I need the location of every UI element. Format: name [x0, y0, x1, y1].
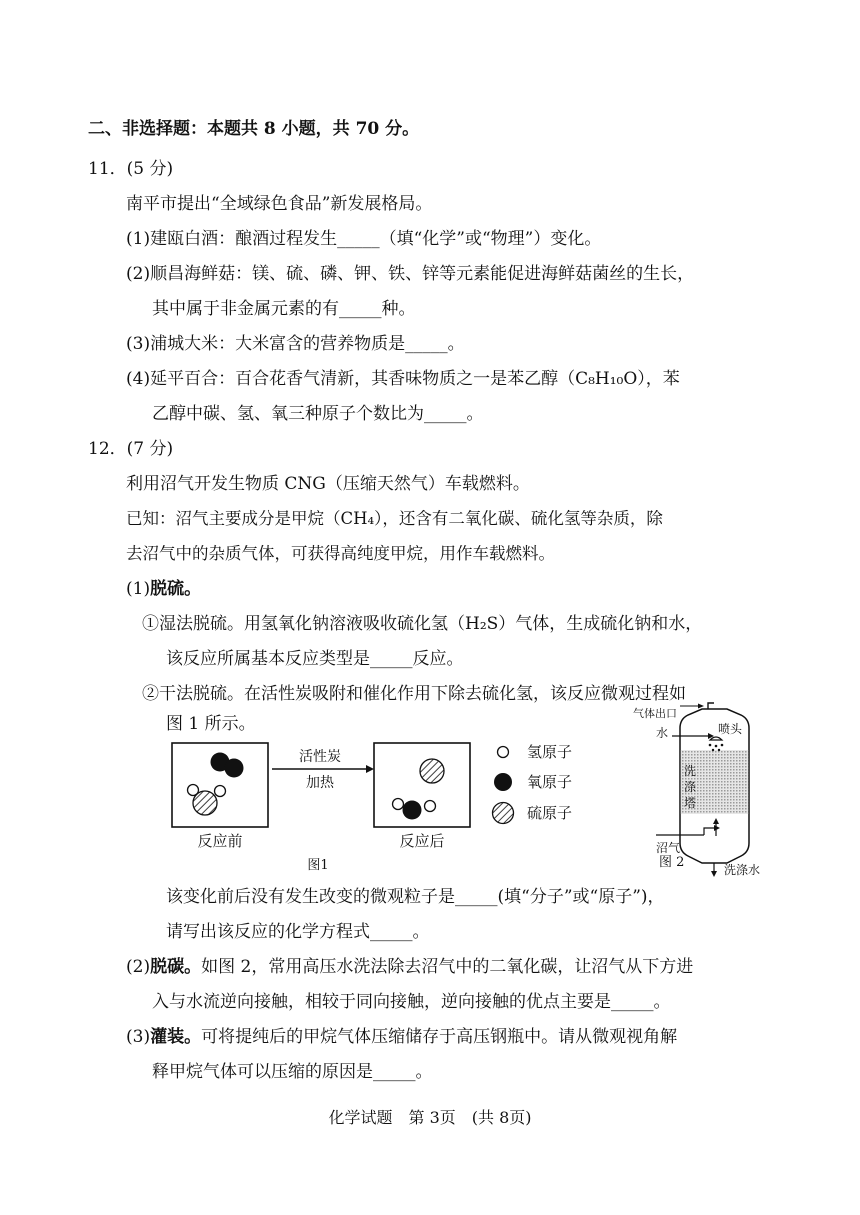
q12-part3-title: 灌装。: [150, 1027, 202, 1047]
q12-known-line2: 去沼气中的杂质气体，可获得高纯度甲烷，用作车载燃料。: [126, 544, 555, 563]
q12-part2-line2: 入与水流逆向接触，相较于同向接触，逆向接触的优点主要是_____。: [152, 992, 671, 1012]
q12-part2-line1: [126, 955, 693, 979]
oxygen-atom: [225, 759, 244, 778]
sulfur-atom: [420, 759, 444, 783]
reaction-arrowhead: [366, 765, 374, 773]
q12-part2-text: 如图 2，常用高压水洗法除去沼气中的二氧化碳，让沼气从下方进: [201, 957, 694, 977]
q12-dry-desulfur-question-line2: 请写出该反应的化学方程式_____。: [166, 922, 430, 942]
spray-drop: [718, 749, 720, 751]
after-label: 反应后: [399, 832, 445, 850]
spray-drop: [709, 744, 712, 747]
sulfur-atom: [193, 791, 217, 815]
figure-2-wash-tower: [628, 700, 788, 880]
tower-label-1: 洗: [684, 764, 697, 778]
tower-label-3: 塔: [684, 796, 697, 810]
spray-drop: [715, 745, 718, 748]
before-label: 反应前: [197, 832, 243, 850]
gas-outlet-arrowhead: [698, 704, 704, 709]
section-heading: 二、非选择题：本题共 8 小题，共 70 分。: [88, 119, 420, 139]
hydrogen-atom: [393, 799, 404, 810]
figure-2-caption: 图 2: [659, 855, 685, 870]
q12-part1-number: (1): [126, 579, 151, 599]
hydrogen-atom: [215, 786, 226, 797]
legend-hydrogen-icon: [498, 747, 509, 758]
q12-wet-desulfur-line2: 该反应所属基本反应类型是_____反应。: [166, 649, 464, 669]
legend-oxygen-icon: [494, 773, 512, 791]
arrow-top-label: 活性炭: [299, 749, 341, 765]
q11-intro: 南平市提出“全域绿色食品”新发展格局。: [126, 194, 433, 214]
q12-part3-line1: [126, 1025, 677, 1049]
arrow-bottom-label: 加热: [306, 775, 334, 791]
q11-part3: (3)浦城大米：大米富含的营养物质是_____。: [126, 334, 465, 354]
oxygen-atom: [403, 801, 422, 820]
q12-part1-heading: [126, 577, 201, 601]
hydrogen-atom: [425, 801, 436, 812]
gas-outlet-pipe: [708, 703, 714, 709]
q12-wet-desulfur-line1: ①湿法脱硫。用氢氧化钠溶液吸收硫化氢（H₂S）气体，生成硫化钠和水，: [142, 614, 703, 634]
gas-outlet-label: 气体出口: [633, 707, 677, 720]
q12-dry-desulfur-line1: ②干法脱硫。在活性炭吸附和催化作用下除去硫化氢，该反应微观过程如: [142, 684, 686, 704]
spray-drop: [712, 749, 714, 751]
q12-intro: 利用沼气开发生物质 CNG（压缩天然气）车载燃料。: [126, 474, 530, 494]
q11-part1: (1)建瓯白酒：酿酒过程发生_____（填“化学”或“物理”）变化。: [126, 229, 602, 249]
q11-part2-line1: (2)顺昌海鲜菇：镁、硫、磷、钾、铁、锌等元素能促进海鲜菇菌丝的生长，: [126, 264, 695, 284]
page-footer: 化学试题 第 3页 (共 8页): [328, 1108, 532, 1127]
q11-part4-line2: 乙醇中碳、氢、氧三种原子个数比为_____。: [152, 404, 484, 424]
nozzle-label: 喷头: [718, 722, 743, 736]
q12-part2-title: 脱碳。: [150, 957, 202, 977]
q12-part3-number: (3): [126, 1027, 151, 1047]
figure-1-reaction-diagram: [160, 735, 620, 875]
q12-part3-line2: 释甲烷气体可以压缩的原因是_____。: [152, 1062, 433, 1082]
wash-water-arrowhead: [711, 871, 717, 877]
q11-part4-line1: (4)延平百合：百合花香气清新，其香味物质之一是苯乙醇（C₈H₁₀O），苯: [126, 369, 680, 389]
q12-number: 12．(7 分): [88, 439, 174, 459]
q12-dry-desulfur-line2: 图 1 所示。: [166, 714, 256, 734]
legend-oxygen-label: 氧原子: [527, 773, 573, 791]
biogas-label: 沼气: [656, 841, 681, 855]
q12-part1-title: 脱硫。: [150, 579, 202, 599]
q11-part2-line2: 其中属于非金属元素的有_____种。: [152, 299, 416, 319]
legend-hydrogen-label: 氢原子: [527, 743, 573, 761]
spray-drop: [721, 744, 724, 747]
legend-sulfur-icon: [493, 803, 514, 824]
legend-sulfur-label: 硫原子: [527, 804, 573, 822]
water-label: 水: [656, 726, 669, 740]
q12-dry-desulfur-question-line1: 该变化前后没有发生改变的微观粒子是_____(填“分子”或“原子”)，: [166, 887, 665, 907]
wash-water-label: 洗涤水: [724, 863, 761, 877]
q12-part3-text: 可将提纯后的甲烷气体压缩储存于高压钢瓶中。请从微观视角解: [201, 1027, 678, 1047]
q12-known-line1: 已知：沼气主要成分是甲烷（CH₄），还含有二氧化碳、硫化氢等杂质，除: [126, 509, 663, 528]
tower-label-2: 涤: [684, 780, 697, 794]
q11-number: 11．(5 分): [88, 159, 174, 179]
q12-part2-number: (2): [126, 957, 151, 977]
after-box: [374, 743, 470, 827]
figure-1-caption: 图1: [307, 858, 329, 873]
